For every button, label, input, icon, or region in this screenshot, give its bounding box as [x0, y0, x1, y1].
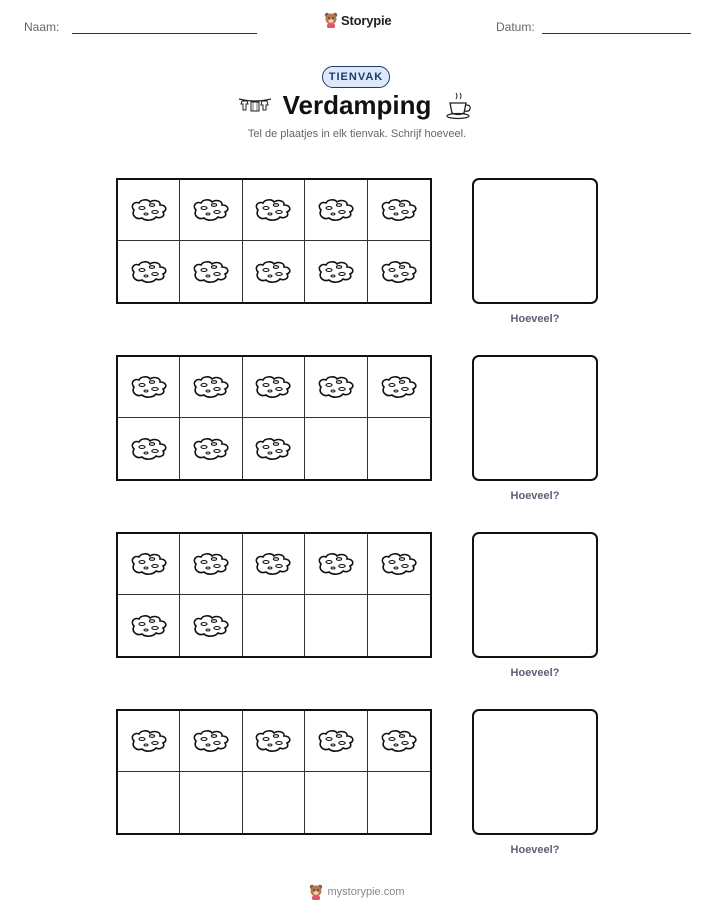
ten-frame-cell [305, 357, 367, 418]
puddle-icon [128, 259, 170, 285]
ten-frame-cell [118, 418, 180, 479]
puddle-icon [315, 551, 357, 577]
ten-frame-cell [118, 595, 180, 656]
puddle-icon [128, 197, 170, 223]
puddle-icon [252, 436, 294, 462]
ten-frame-cell [118, 772, 180, 833]
date-label: Datum: [496, 20, 535, 34]
bear-mascot-icon [324, 12, 338, 28]
ten-frame-cell [368, 595, 430, 656]
puddle-icon [378, 374, 420, 400]
ten-frame-cell [118, 241, 180, 302]
ten-frame-cell [180, 241, 242, 302]
ten-frame-cell [305, 711, 367, 772]
ten-frame-1 [116, 178, 432, 304]
ten-frame-cell [305, 241, 367, 302]
answer-box-4[interactable] [472, 709, 598, 835]
puddle-icon [190, 436, 232, 462]
ten-frame-cell [243, 711, 305, 772]
ten-frame-cell [305, 595, 367, 656]
puddle-icon [128, 551, 170, 577]
answer-label-4: Hoeveel? [510, 844, 560, 856]
ten-frame-cell [305, 772, 367, 833]
category-badge: TIENVAK [322, 66, 390, 88]
ten-frame-cell [368, 418, 430, 479]
answer-label-2: Hoeveel? [510, 490, 560, 502]
bear-mascot-icon [309, 884, 323, 900]
ten-frame-cell [180, 357, 242, 418]
ten-frame-2 [116, 355, 432, 481]
ten-frame-cell [368, 180, 430, 241]
instructions: Tel de plaatjes in elk tienvak. Schrijf hoeveel. [247, 128, 467, 140]
puddle-icon [128, 613, 170, 639]
ten-frame-cell [243, 418, 305, 479]
ten-frame-3 [116, 532, 432, 658]
puddle-icon [315, 374, 357, 400]
puddle-icon [378, 197, 420, 223]
name-field[interactable] [72, 33, 257, 34]
ten-frame-cell [243, 241, 305, 302]
puddle-icon [315, 197, 357, 223]
puddle-icon [315, 259, 357, 285]
ten-frame-4 [116, 709, 432, 835]
puddle-icon [378, 728, 420, 754]
puddle-icon [252, 728, 294, 754]
ten-frame-cell [243, 595, 305, 656]
footer-url: mystorypie.com [327, 886, 405, 898]
ten-frame-cell [180, 534, 242, 595]
ten-frame-cell [118, 534, 180, 595]
ten-frame-cell [305, 534, 367, 595]
puddle-icon [190, 259, 232, 285]
ten-frame-cell [368, 772, 430, 833]
ten-frame-cell [243, 357, 305, 418]
ten-frame-cell [305, 180, 367, 241]
date-field[interactable] [542, 33, 691, 34]
puddle-icon [190, 728, 232, 754]
puddle-icon [252, 259, 294, 285]
puddle-icon [252, 374, 294, 400]
brand-logo [324, 12, 391, 28]
puddle-icon [128, 374, 170, 400]
brand-name: Storypie [341, 12, 392, 28]
ten-frame-cell [180, 711, 242, 772]
ten-frame-cell [368, 534, 430, 595]
footer [0, 884, 714, 900]
ten-frame-cell [180, 595, 242, 656]
page-title: Verdamping [282, 90, 432, 120]
puddle-icon [315, 728, 357, 754]
puddle-icon [190, 613, 232, 639]
answer-label-1: Hoeveel? [510, 313, 560, 325]
ten-frame-cell [180, 180, 242, 241]
ten-frame-cell [243, 772, 305, 833]
teacup-icon [444, 91, 474, 121]
ten-frame-cell [180, 418, 242, 479]
puddle-icon [190, 197, 232, 223]
ten-frame-cell [118, 357, 180, 418]
ten-frame-cell [368, 357, 430, 418]
puddle-icon [128, 436, 170, 462]
ten-frame-cell [243, 180, 305, 241]
puddle-icon [378, 551, 420, 577]
ten-frame-cell [180, 772, 242, 833]
puddle-icon [252, 197, 294, 223]
name-label: Naam: [24, 20, 60, 34]
puddle-icon [190, 551, 232, 577]
puddle-icon [252, 551, 294, 577]
puddle-icon [378, 259, 420, 285]
ten-frame-cell [305, 418, 367, 479]
puddle-icon [190, 374, 232, 400]
answer-label-3: Hoeveel? [510, 667, 560, 679]
ten-frame-cell [368, 711, 430, 772]
ten-frame-cell [118, 180, 180, 241]
ten-frame-cell [118, 711, 180, 772]
ten-frame-cell [243, 534, 305, 595]
ten-frame-cell [368, 241, 430, 302]
puddle-icon [128, 728, 170, 754]
answer-box-2[interactable] [472, 355, 598, 481]
answer-box-1[interactable] [472, 178, 598, 304]
answer-box-3[interactable] [472, 532, 598, 658]
